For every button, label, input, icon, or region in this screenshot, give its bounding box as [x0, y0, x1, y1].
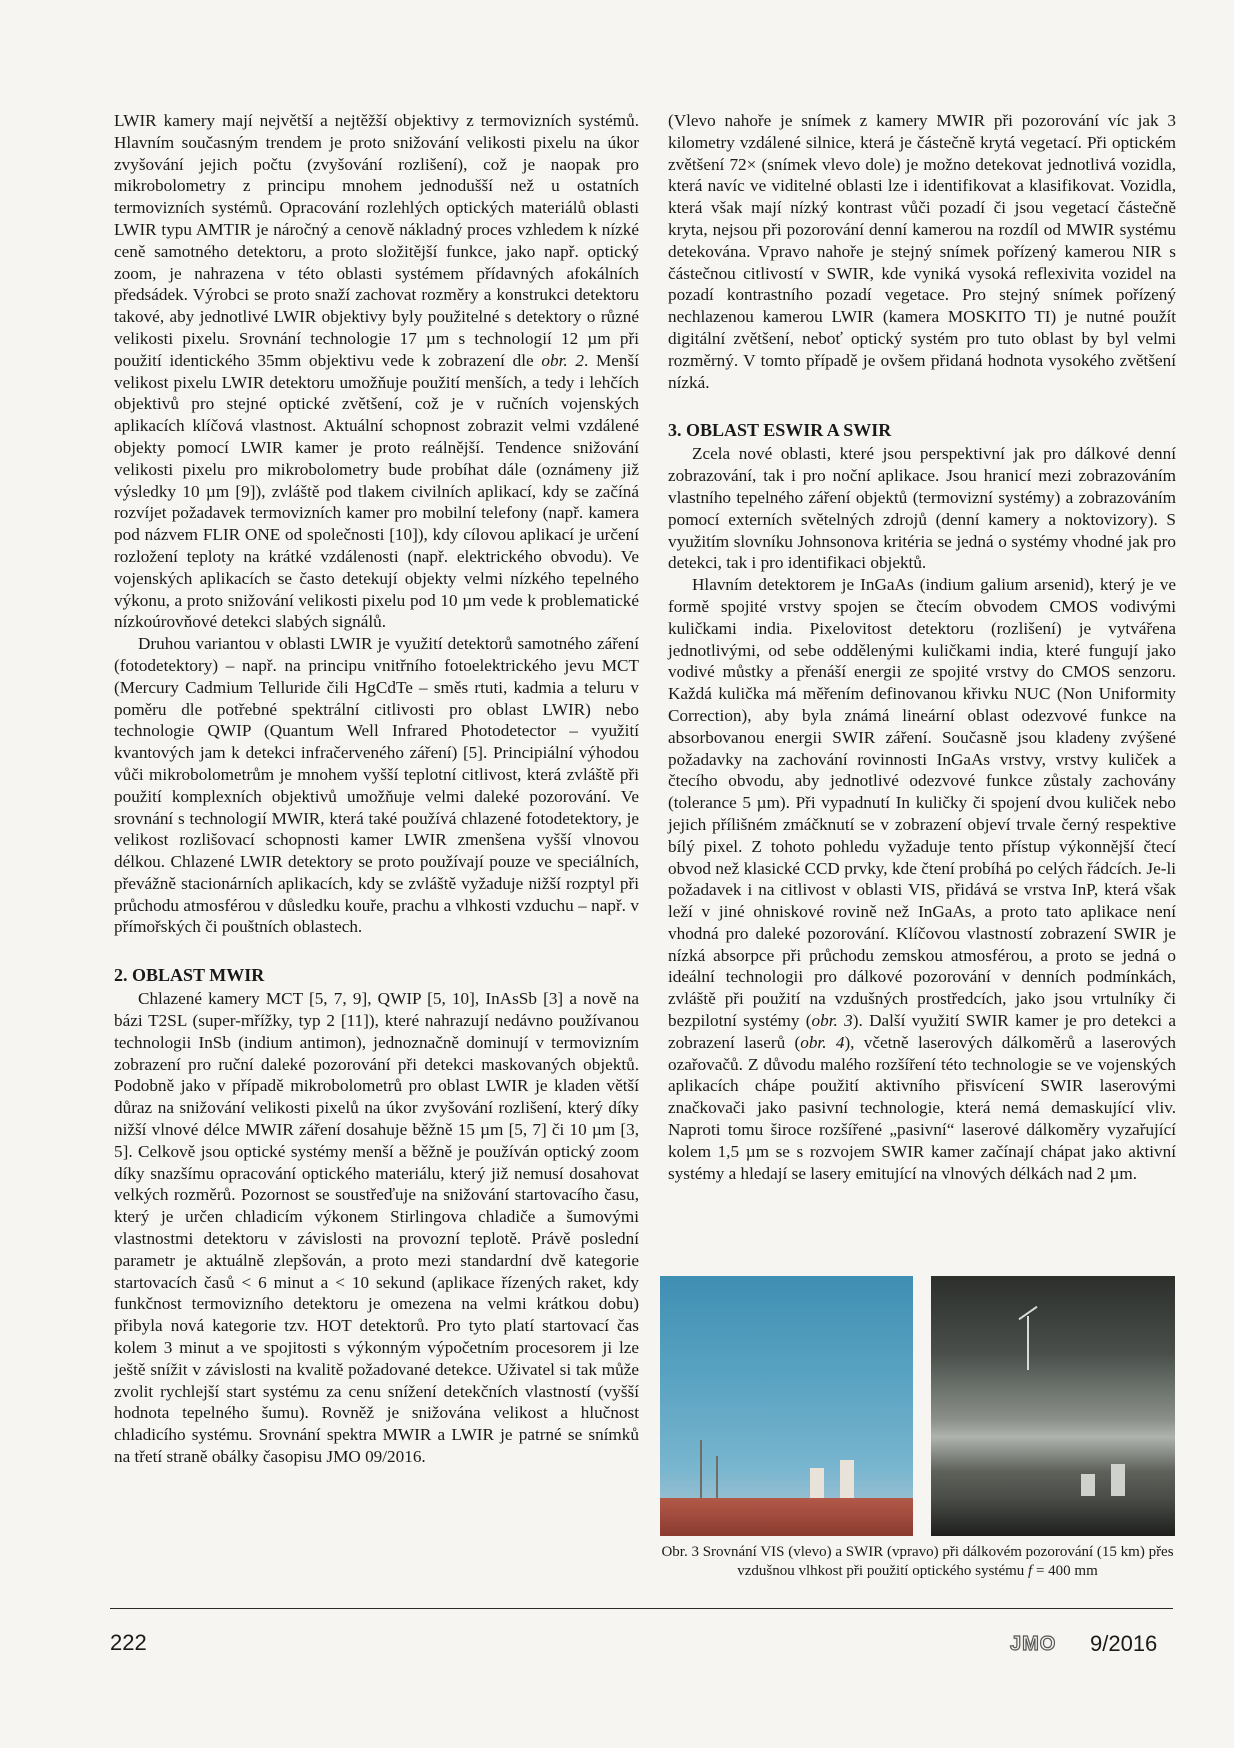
- issue-number: 9/2016: [1090, 1631, 1158, 1656]
- footer-rule: [110, 1608, 1173, 1609]
- journal-logo: JMO: [1010, 1633, 1057, 1655]
- antenna-mast: [700, 1440, 702, 1500]
- right-column: [668, 110, 1176, 1184]
- paragraph: Druhou variantou v oblasti LWIR je využití detektorů samotného záření (fotodetektory) – např. na principu vnitřního fotoelektrického jevu MCT (Mercury Cadmium Telluride čili HgCdTe – směs rtuti, kadmia a teluru v poměru dle potřebné spektrální citlivosti pro oblast LWIR) nebo technologie QWIP (Quantum Well Infrared Photodetector – využití kvantových jam k detekci infračerveného záření) [5]. Principiální výhodou vůči mikrobolometrům je mnohem vyšší teplotní citlivost, která zvláště při použití komplexních objektivů umožňuje velmi daleké pozorování. Ve srovnání s technologií MWIR, která také používá chlazené fotodetektory, je velikost rozlišovací schopnosti kamer LWIR zmenšena vyšší vlnovou délkou. Chlazené LWIR detektory se proto používají pouze ve speciálních, převážně stacionárních aplikacích, kdy se zvláště vyžaduje nižší rozptyl při průchodu atmosférou v důsledku kouře, prachu a vlhkosti vzduchu – např. v přímořských či pouštních oblastech.: [114, 634, 639, 937]
- paragraph: Zcela nové oblasti, které jsou perspektivní jak pro dálkové denní zobrazování, tak i pro noční aplikace. Jsou hranicí mezi zobrazováním vlastního tepelného záření objektů (termovizní systémy) a zobrazováním pomocí externích světelných zdrojů (denní kamery a noktovizory). S využitím slovníku Johnsonova kritéria se jedná o systémy vhodné jak pro detekci, tak i pro identifikaci objektů.: [668, 444, 1176, 573]
- roof: [660, 1498, 913, 1536]
- figure-reference: obr. 4: [800, 1032, 845, 1052]
- paragraph: (Vlevo nahoře je snímek z kamery MWIR při pozorování víc jak 3 kilometry vzdálené silnice, která je částečně krytá vegetací. Při optickém zvětšení 72× (snímek vlevo dole) je možno detekovat jednotlivá vozidla, která navíc ve viditelné oblasti lze i identifikovat a klasifikovat. Vozidla, která však mají nízký kontrast vůči pozadí či jsou vegetací částečně kryta, nejsou při pozorování denní kamerou na rozdíl od MWIR systému detekována. Vpravo nahoře je stejný snímek pořízený kamerou NIR s částečnou citlivostí v SWIR, kde vyniká vysoká reflexivita vozidel na pozadí kontrastního pozadí vegetace. Pro stejný snímek pořízený nechlazenou kamerou LWIR (kamera MOSKITO TI) je nutné použít digitální zvětšení, neboť optický systém pro tuto oblast by byl velmi rozměrný. V tomto případě je ovšem přidaná hodnota vysokého zvětšení nízká.: [668, 111, 1176, 392]
- section-heading: 3. OBLAST ESWIR A SWIR: [668, 420, 892, 441]
- figure-reference: obr. 3: [811, 1011, 853, 1031]
- paragraph: Chlazené kamery MCT [5, 7, 9], QWIP [5, 10], InAsSb [3] a nově na bázi T2SL (super-mřížky, typ 2 [11]), které nahrazují nedávno používanou technologii InSb (indium antimon), jednoznačně dominují v termovizním zobrazení pro ruční daleké pozorování při detekci maskovaných objektů. Podobně jako v případě mikrobolometrů pro oblast LWIR je kladen větší důraz na snižování velikosti pixelů na úkor zvyšování rozlišení, který díky nižší vlnové délce MWIR záření dosahuje běžně 15 µm [5, 7] či 10 µm [3, 5]. Celkově jsou optické systémy menší a běžně je používán optický zoom díky snazšímu opracování optického materiálu, který již nemusí dosahovat velkých rozměrů. Pozornost se soustřeďuje na snižování startovacího času, který je určen chladicím výkonem Stirlingova chladiče a šumovými vlastnostmi detektoru v závislosti na provozní teplotě. Právě poslední parametr je aktuálně zlepšován, a proto mezi standardní dvě kategorie startovacích časů < 6 minut a < 10 sekund (aplikace řízených raket, kdy funkčnost termovizního detektoru je omezena na velmi krátkou dobu) přibyla nová kategorie tzv. HOT detektorů. Pro tyto platí startovací čas kolem 3 minut a ve spojitosti s výkonným výpočetním procesorem ji lze ještě snížit v závislosti na kvalitě požadované detekce. Uživatel si tak může zvolit rychlejší start systému za cenu snížení detekčních vlastností (vyšší hodnota tepelného šumu). Rovněž je snižována velikost a hlučnost chladicího systému. Srovnání spektra MWIR a LWIR je patrné se snímků na třetí straně obálky časopisu JMO 09/2016.: [114, 989, 639, 1467]
- section-heading: 2. OBLAST MWIR: [114, 965, 265, 986]
- vis-photo: [660, 1276, 913, 1536]
- swir-photo: [931, 1276, 1175, 1536]
- wind-turbine: [1027, 1316, 1029, 1370]
- page-number: 222: [110, 1630, 147, 1655]
- paragraph: LWIR kamery mají největší a nejtěžší objektivy z termovizních systémů. Hlavním současným trendem je proto snižování velikosti pixelu na úkor zvyšování jejich počtu (zvyšování rozlišení), což je naopak pro mikrobolometry z principu mnohem jednodušší než u ostatních termovizních systémů. Opracování rozlehlých optických materiálů oblasti LWIR typu AMTIR je náročný a cenově nákladný proces vzhledem k nízké ceně samotného detektoru, a proto složitější funkce, jako např. optický zoom, je nahrazena v této oblasti systémem přídavných afokálních předsádek. Výrobci se proto snaží zachovat rozměry a konstrukci detektoru takové, aby jednotlivé LWIR objektivy byly použitelné s detektory o různé velikosti pixelu. Srovnání technologie 17 µm s technologií 12 µm při použití identického 35mm objektivu vede k zobrazení dle obr. 2. Menší velikost pixelu LWIR detektoru umožňuje použití menších, a tedy i lehčích objektivů pro stejné optické zvětšení, což je v ručních vojenských aplikacích klíčová vlastnost. Aktuální schopnost zobrazit velmi vzdálené objekty pomocí LWIR kamer je proto reálnější. Tendence snižování velikosti pixelu pro mikrobolometry bude probíhat dále (oznámeny již výsledky 10 µm [9]), zvláště pod tlakem civilních aplikací, kdy se začíná rozvíjet požadavek termovizních kamer pro mobilní telefony (např. kamera pod názvem FLIR ONE od společnosti [10]), kdy cílovou aplikací je určení rozložení teploty na krátké vzdálenosti (např. elektrického obvodu). Ve vojenských aplikacích se často detekují objekty velmi nízkého tepelného výkonu, a proto snižování velikosti pixelu pod 10 µm vede k problematické nízkoúrovňové detekci slabých signálů.: [114, 111, 639, 632]
- figure-3: [660, 1276, 1175, 1536]
- roof: [931, 1496, 1175, 1536]
- paragraph: Hlavním detektorem je InGaAs (indium galium arsenid), který je ve formě spojité vrstvy spojen se čtecím obvodem CMOS vodivými kuličkami india. Pixelovitost detektoru (rozlišení) je vytvářena jednotlivými, od sebe oddělenými kuličkami india, které fungují jako vodivé můstky a přenáší energii ze spojité vrstvy do CMOS senzoru. Každá kulička má měřením definovanou křivku NUC (Non Uniformity Correction), aby byla známá lineární oblast odezvové funkce na absorbovanou energii SWIR záření. Současně jsou kladeny zvýšené požadavky na zachování rovinnosti InGaAs vrstvy, vrstvy kuliček a čtecího obvodu, aby jednotlivé odezvové funkce zůstaly zachovány (tolerance 5 µm). Při vypadnutí In kuličky či spojení dvou kuliček nebo jejich přílišném zmáčknutí se v zobrazení objeví trvale černý respektive bílý pixel. Z tohoto pohledu vyžaduje tento přístup výkonnější čtecí obvod než klasické CCD prvky, kde čtení probíhá po celých řádcích. Je-li požadavek i na citlivost v oblasti VIS, přidává se vrstva InP, která však leží v jiné ohniskové rovině než InGaAs, a proto tato aplikace není vhodná pro daleké pozorování. Klíčovou vlastností zobrazení SWIR je nízká absorpce při průchodu zemskou atmosférou, a proto se jedná o ideální technologii pro dálkové pozorování v denních podmínkách, zvláště při použití na vzdušných prostředcích, jako jsou vrtulníky či bezpilotní systémy (obr. 3). Další využití SWIR kamer je pro detekci a zobrazení laserů (obr. 4), včetně laserových dálkoměrů a laserových ozařovačů. Z důvodu malého rozšíření této technologie se ve vojenských aplikacích chápe použití aktivního přisvícení SWIR laserovými značkovači jako pasivní technologie, která nemá demaskující vliv. Naproti tomu široce rozšířené „pasivní“ laserové dálkoměry vyzařující kolem 1,5 µm se s rozvojem SWIR kamer začínají chápat jako aktivní systémy a hledají se lasery emitující na vlnových délkách nad 2 µm.: [668, 575, 1176, 1183]
- figure-caption: Obr. 3 Srovnání VIS (vlevo) a SWIR (vpravo) při dálkovém pozorování (15 km) přes vzdušnou vlhkost při použití optického systému f = 400 mm: [661, 1544, 1174, 1579]
- left-column: [114, 110, 639, 1468]
- figure-reference: obr. 2: [541, 350, 584, 370]
- antenna-mast: [716, 1456, 718, 1500]
